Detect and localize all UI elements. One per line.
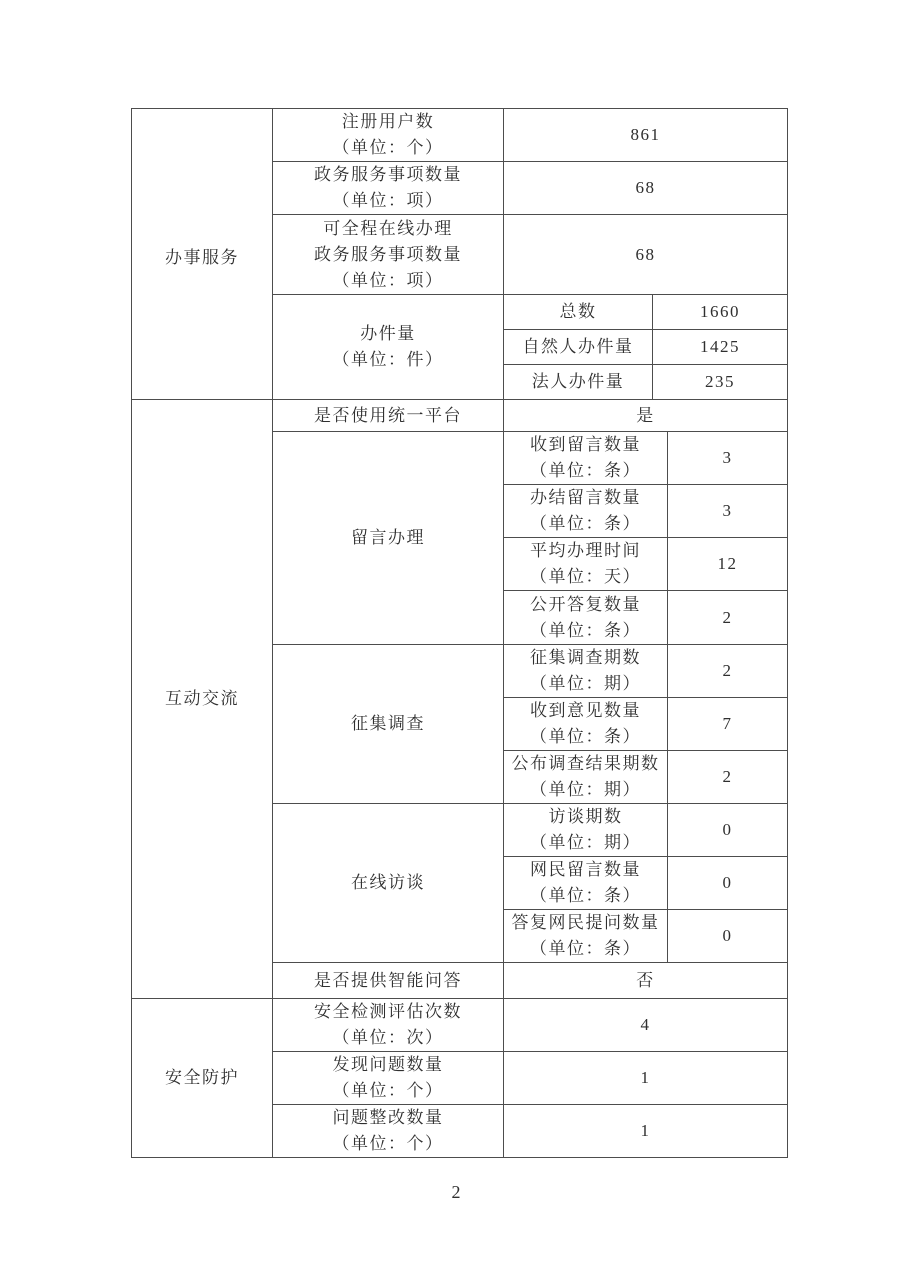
sub-indicator-cell: 总数 — [504, 295, 653, 330]
indicator-cell-liuyanbanli: 留言办理 — [273, 432, 504, 645]
value-cell: 1425 — [653, 330, 788, 365]
sub-indicator-cell — [504, 432, 668, 485]
value-cell: 2 — [668, 751, 788, 804]
value-cell: 68 — [504, 162, 788, 215]
value-cell: 3 — [668, 432, 788, 485]
value-cell: 2 — [668, 645, 788, 698]
value-cell: 1 — [504, 1105, 788, 1158]
value-cell: 68 — [504, 215, 788, 295]
sub-indicator-label: 平均办理时间 — [530, 541, 641, 560]
indicator-cell: 是否提供智能问答 — [273, 963, 504, 999]
sub-indicator-unit: （单位：期） — [530, 674, 641, 693]
value-cell: 0 — [668, 804, 788, 857]
table-row — [132, 400, 788, 432]
indicator-label: 安全检测评估次数 — [314, 1002, 462, 1021]
sub-indicator-label: 答复网民提问数量 — [511, 913, 660, 932]
sub-indicator-cell — [504, 591, 668, 645]
sub-indicator-unit: （单位：期） — [530, 780, 641, 799]
value-cell: 4 — [504, 999, 788, 1052]
sub-indicator-unit: （单位：天） — [530, 567, 641, 586]
indicator-cell — [273, 215, 504, 295]
indicator-cell — [273, 109, 504, 162]
sub-indicator-unit: （单位：条） — [530, 620, 641, 640]
indicator-unit: （单位：次） — [332, 1028, 444, 1047]
sub-indicator-label: 公开答复数量 — [530, 594, 641, 614]
sub-indicator-cell — [504, 698, 668, 751]
value-cell: 0 — [668, 857, 788, 910]
indicator-cell-zaixianfangtan: 在线访谈 — [273, 804, 504, 963]
indicator-unit: （单位：项） — [332, 191, 444, 210]
sub-indicator-cell — [504, 485, 668, 538]
indicator-label: 可全程在线办理 — [323, 218, 453, 238]
value-cell: 是 — [504, 400, 788, 432]
value-cell: 3 — [668, 485, 788, 538]
value-cell: 1660 — [653, 295, 788, 330]
indicator-unit: （单位：件） — [332, 350, 444, 369]
indicator-unit: （单位：个） — [332, 1081, 444, 1100]
sub-indicator-unit: （单位：条） — [530, 514, 641, 533]
table-row — [132, 109, 788, 162]
value-cell: 否 — [504, 963, 788, 999]
indicator-cell — [273, 999, 504, 1052]
sub-indicator-cell — [504, 751, 668, 804]
indicator-label: 注册用户数 — [341, 112, 435, 131]
group-cell-service — [132, 109, 273, 400]
indicator-unit: （单位：项） — [332, 270, 444, 290]
sub-indicator-cell — [504, 910, 668, 963]
sub-indicator-cell: 自然人办件量 — [504, 330, 653, 365]
table-row — [132, 999, 788, 1052]
sub-indicator-cell: 法人办件量 — [504, 365, 653, 400]
value-cell: 0 — [668, 910, 788, 963]
sub-indicator-unit: （单位：条） — [530, 461, 641, 480]
sub-indicator-cell — [504, 857, 668, 910]
value-cell: 1 — [504, 1052, 788, 1105]
value-cell: 861 — [504, 109, 788, 162]
value-cell: 12 — [668, 538, 788, 591]
indicator-label: 政务服务事项数量 — [314, 165, 462, 184]
sub-indicator-label: 征集调查期数 — [530, 648, 641, 667]
sub-indicator-unit: （单位：条） — [530, 886, 641, 905]
sub-indicator-label: 公布调查结果期数 — [511, 754, 660, 773]
indicator-cell — [273, 162, 504, 215]
indicator-cell-banjianliang — [273, 295, 504, 400]
sub-indicator-cell — [504, 804, 668, 857]
group-label: 安全防护 — [165, 1068, 239, 1087]
sub-indicator-label: 网民留言数量 — [530, 860, 641, 879]
report-table — [131, 108, 788, 1158]
indicator-cell — [273, 1105, 504, 1158]
value-cell: 235 — [653, 365, 788, 400]
sub-indicator-label: 收到意见数量 — [530, 701, 641, 720]
sub-indicator-label: 收到留言数量 — [530, 435, 641, 454]
group-cell-interaction — [132, 400, 273, 999]
value-cell: 7 — [668, 698, 788, 751]
sub-indicator-unit: （单位：条） — [530, 727, 641, 746]
indicator-label: 办件量 — [360, 324, 416, 343]
group-label: 办事服务 — [165, 247, 239, 267]
sub-indicator-cell — [504, 645, 668, 698]
indicator-unit: （单位：个） — [332, 138, 444, 157]
indicator-cell — [273, 1052, 504, 1105]
indicator-cell: 是否使用统一平台 — [273, 400, 504, 432]
sub-indicator-unit: （单位：条） — [530, 939, 641, 958]
indicator-label: 问题整改数量 — [332, 1108, 444, 1127]
indicator-unit: （单位：个） — [332, 1134, 444, 1153]
indicator-cell-zhengjidiaocha: 征集调查 — [273, 645, 504, 804]
sub-indicator-label: 访谈期数 — [548, 807, 623, 826]
indicator-label-2: 政务服务事项数量 — [314, 244, 462, 264]
sub-indicator-cell — [504, 538, 668, 591]
sub-indicator-label: 办结留言数量 — [530, 488, 641, 507]
page-number: 2 — [451, 1182, 461, 1202]
value-cell: 2 — [668, 591, 788, 645]
indicator-label: 发现问题数量 — [332, 1055, 444, 1074]
sub-indicator-unit: （单位：期） — [530, 833, 641, 852]
group-label: 互动交流 — [165, 689, 239, 708]
group-cell-security — [132, 999, 273, 1158]
